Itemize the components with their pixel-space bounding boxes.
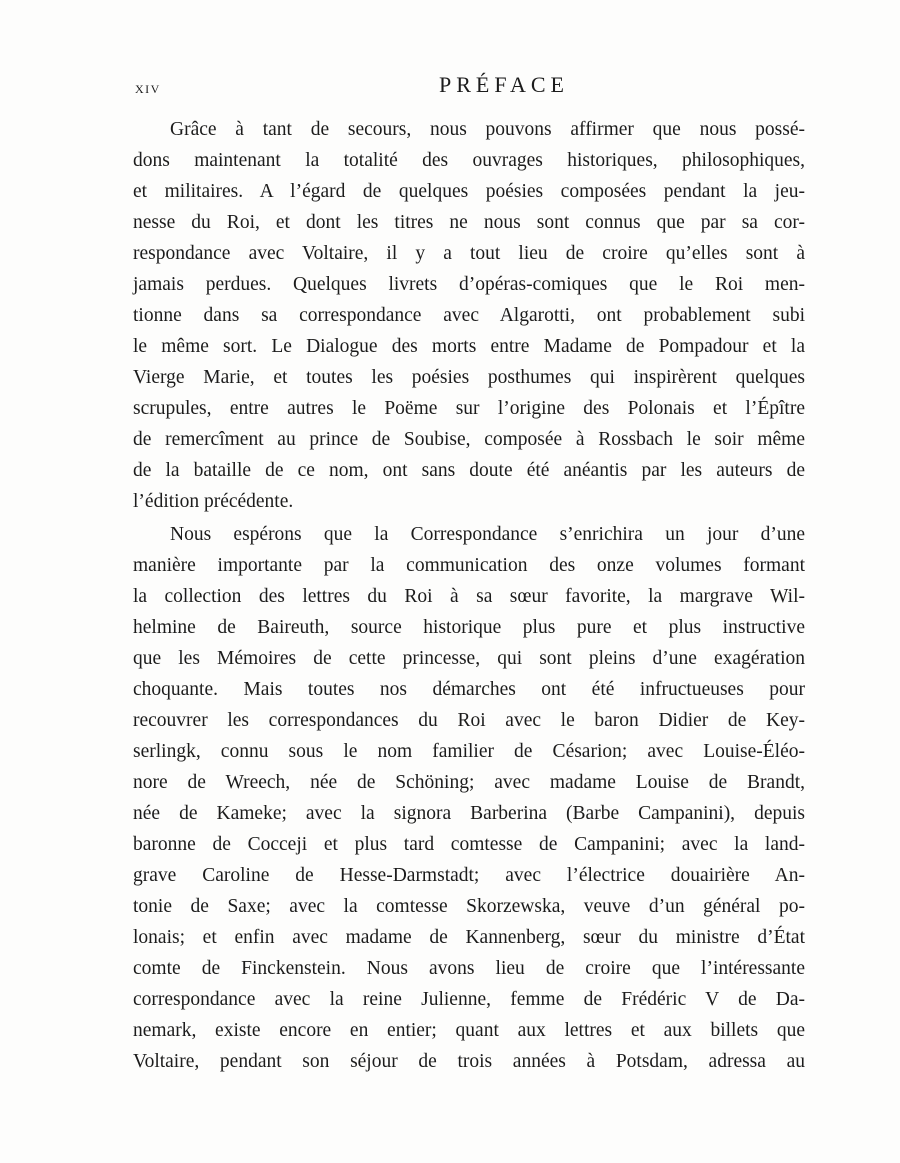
text-line: Voltaire, pendant son séjour de trois années à Potsdam, adressa au	[133, 1051, 805, 1072]
text-line: de remercîment au prince de Soubise, composée à Rossbach le soir même	[133, 429, 805, 450]
text-line: recouvrer les correspondances du Roi avec le baron Didier de Key-	[133, 710, 805, 731]
text-line: tionne dans sa correspondance avec Algarotti, ont probablement subi	[133, 305, 805, 326]
paragraph-1	[133, 114, 805, 517]
page-header	[133, 72, 805, 102]
text-line: helmine de Baireuth, source historique plus pure et plus instructive	[133, 617, 805, 638]
text-line: Grâce à tant de secours, nous pouvons affirmer que nous possé-	[170, 119, 805, 140]
page-number: xiv	[135, 78, 161, 97]
text-line: que les Mémoires de cette princesse, qui sont pleins d’une exagération	[133, 648, 805, 669]
paragraph-2	[133, 519, 805, 1077]
text-line: jamais perdues. Quelques livrets d’opéras-comiques que le Roi men-	[133, 274, 805, 295]
text-line: comte de Finckenstein. Nous avons lieu de croire que l’intéressante	[133, 958, 805, 979]
text-line: nore de Wreech, née de Schöning; avec madame Louise de Brandt,	[133, 772, 805, 793]
text-line: dons maintenant la totalité des ouvrages historiques, philosophiques,	[133, 150, 805, 171]
text-line: l’édition précédente.	[133, 491, 294, 512]
text-line: Nous espérons que la Correspondance s’enrichira un jour d’une	[170, 524, 805, 545]
text-line: la collection des lettres du Roi à sa sœur favorite, la margrave Wil-	[133, 586, 805, 607]
text-line: et militaires. A l’égard de quelques poésies composées pendant la jeu-	[133, 181, 805, 202]
text-line: scrupules, entre autres le Poëme sur l’origine des Polonais et l’Épître	[133, 398, 805, 419]
text-line: respondance avec Voltaire, il y a tout lieu de croire qu’elles sont à	[133, 243, 805, 264]
body-text	[133, 114, 805, 1077]
text-line: choquante. Mais toutes nos démarches ont été infructueuses pour	[133, 679, 805, 700]
text-line: Vierge Marie, et toutes les poésies posthumes qui inspirèrent quelques	[133, 367, 805, 388]
text-line: le même sort. Le Dialogue des morts entre Madame de Pompadour et la	[133, 336, 805, 357]
text-line: nemark, existe encore en entier; quant aux lettres et aux billets que	[133, 1020, 805, 1041]
text-line: baronne de Cocceji et plus tard comtesse de Campanini; avec la land-	[133, 834, 805, 855]
running-title: PRÉFACE	[439, 72, 569, 97]
text-line: serlingk, connu sous le nom familier de Césarion; avec Louise-Éléo-	[133, 741, 805, 762]
text-line: née de Kameke; avec la signora Barberina (Barbe Campanini), depuis	[133, 803, 805, 824]
text-line: grave Caroline de Hesse-Darmstadt; avec l’électrice douairière An-	[133, 865, 805, 886]
text-line: tonie de Saxe; avec la comtesse Skorzewska, veuve d’un général po-	[133, 896, 805, 917]
text-line: nesse du Roi, et dont les titres ne nous sont connus que par sa cor-	[133, 212, 805, 233]
text-line: manière importante par la communication des onze volumes formant	[133, 555, 805, 576]
text-line: correspondance avec la reine Julienne, femme de Frédéric V de Da-	[133, 989, 805, 1010]
text-line: lonais; et enfin avec madame de Kannenberg, sœur du ministre d’État	[133, 927, 805, 948]
text-line: de la bataille de ce nom, ont sans doute été anéantis par les auteurs de	[133, 460, 805, 481]
